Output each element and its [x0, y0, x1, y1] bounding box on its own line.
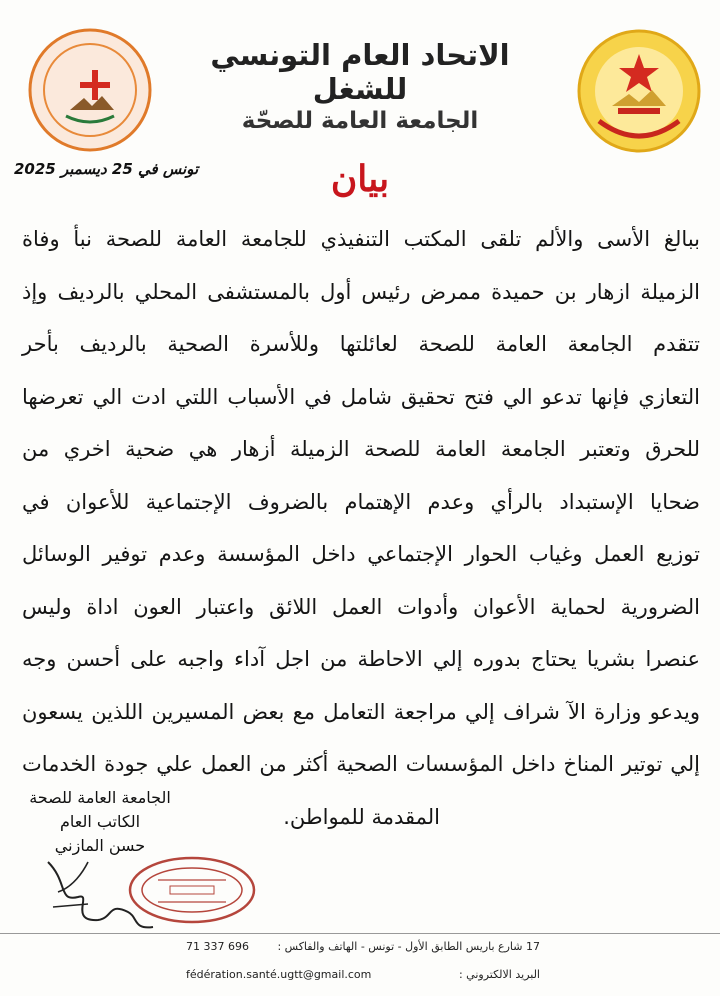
body-line: التعازي فإنها تدعو الي فتح تحقيق شامل في الأسباب اللتي ادت الي تعرضها: [22, 384, 700, 409]
federation-name: الجامعة العامة للصحّة: [241, 108, 479, 134]
body-line: الضرورية لحماية الأعوان وأدوات العمل اللائق واعتبار العون اداة وليس: [22, 594, 700, 619]
body-line: ضحايا الإستبداد بالرأي وعدم الإهتمام بالضروف الإجتماعية للأعوان في: [22, 489, 700, 514]
body-line: ويدعو وزارة الآ شراف إلي مراجعة التعامل مع بعض المسيرين اللذين يسعون: [22, 699, 700, 724]
footer-divider: [0, 933, 720, 934]
statement-body: [22, 213, 700, 843]
body-line: للحرق وتعتبر الجامعة العامة للصحة الزميلة أزهار هي ضحية اخري من: [22, 437, 700, 461]
statement-title: بيان: [330, 158, 390, 200]
body-line: المقدمة للمواطن.: [283, 804, 440, 829]
footer-phone: 71 337 696: [186, 940, 249, 953]
body-line: توزيع العمل وغياب الحوار الإجتماعي داخل المؤسسة وعدم توفير الوسائل: [22, 542, 700, 566]
body-line: عنصرا بشريا يحتاج بدوره إلي الاحاطة من اجل آداء واجبه على أحسن وجه: [22, 647, 700, 671]
signature-name: حسن المازني: [54, 836, 146, 855]
handwritten-signature: [38, 842, 158, 937]
footer-email[interactable]: fédération.santé.ugtt@gmail.com: [186, 968, 372, 981]
ugtt-logo: [574, 26, 704, 156]
signature-org: الجامعة العامة للصحة: [29, 788, 171, 807]
federation-health-logo: [26, 26, 154, 154]
footer-address: 17 شارع باريس الطابق الأول - تونس - الهاتف والفاكس :: [277, 940, 540, 953]
document-date: تونس في 25 ديسمبر 2025: [14, 160, 199, 178]
organization-name: الاتحاد العام التونسي للشغل: [210, 38, 510, 106]
body-line: تتقدم الجامعة العامة للصحة لعائلتها وللأسرة الصحية بالرديف بأحر: [22, 332, 700, 356]
body-line: إلي توتير المناخ داخل المؤسسات الصحية أكثر من العمل علي جودة الخدمات: [22, 752, 700, 776]
body-line: الزميلة ازهار بن حميدة ممرض رئيس أول بالمستشفى المحلي بالرديف وإذ: [22, 279, 700, 304]
body-line: ببالغ الأسى والألم تلقى المكتب التنفيذي للجامعة العامة للصحة نبأ وفاة: [22, 227, 700, 251]
footer-email-label: البريد الالكتروني :: [458, 968, 540, 981]
signature-role: الكاتب العام: [59, 812, 141, 831]
